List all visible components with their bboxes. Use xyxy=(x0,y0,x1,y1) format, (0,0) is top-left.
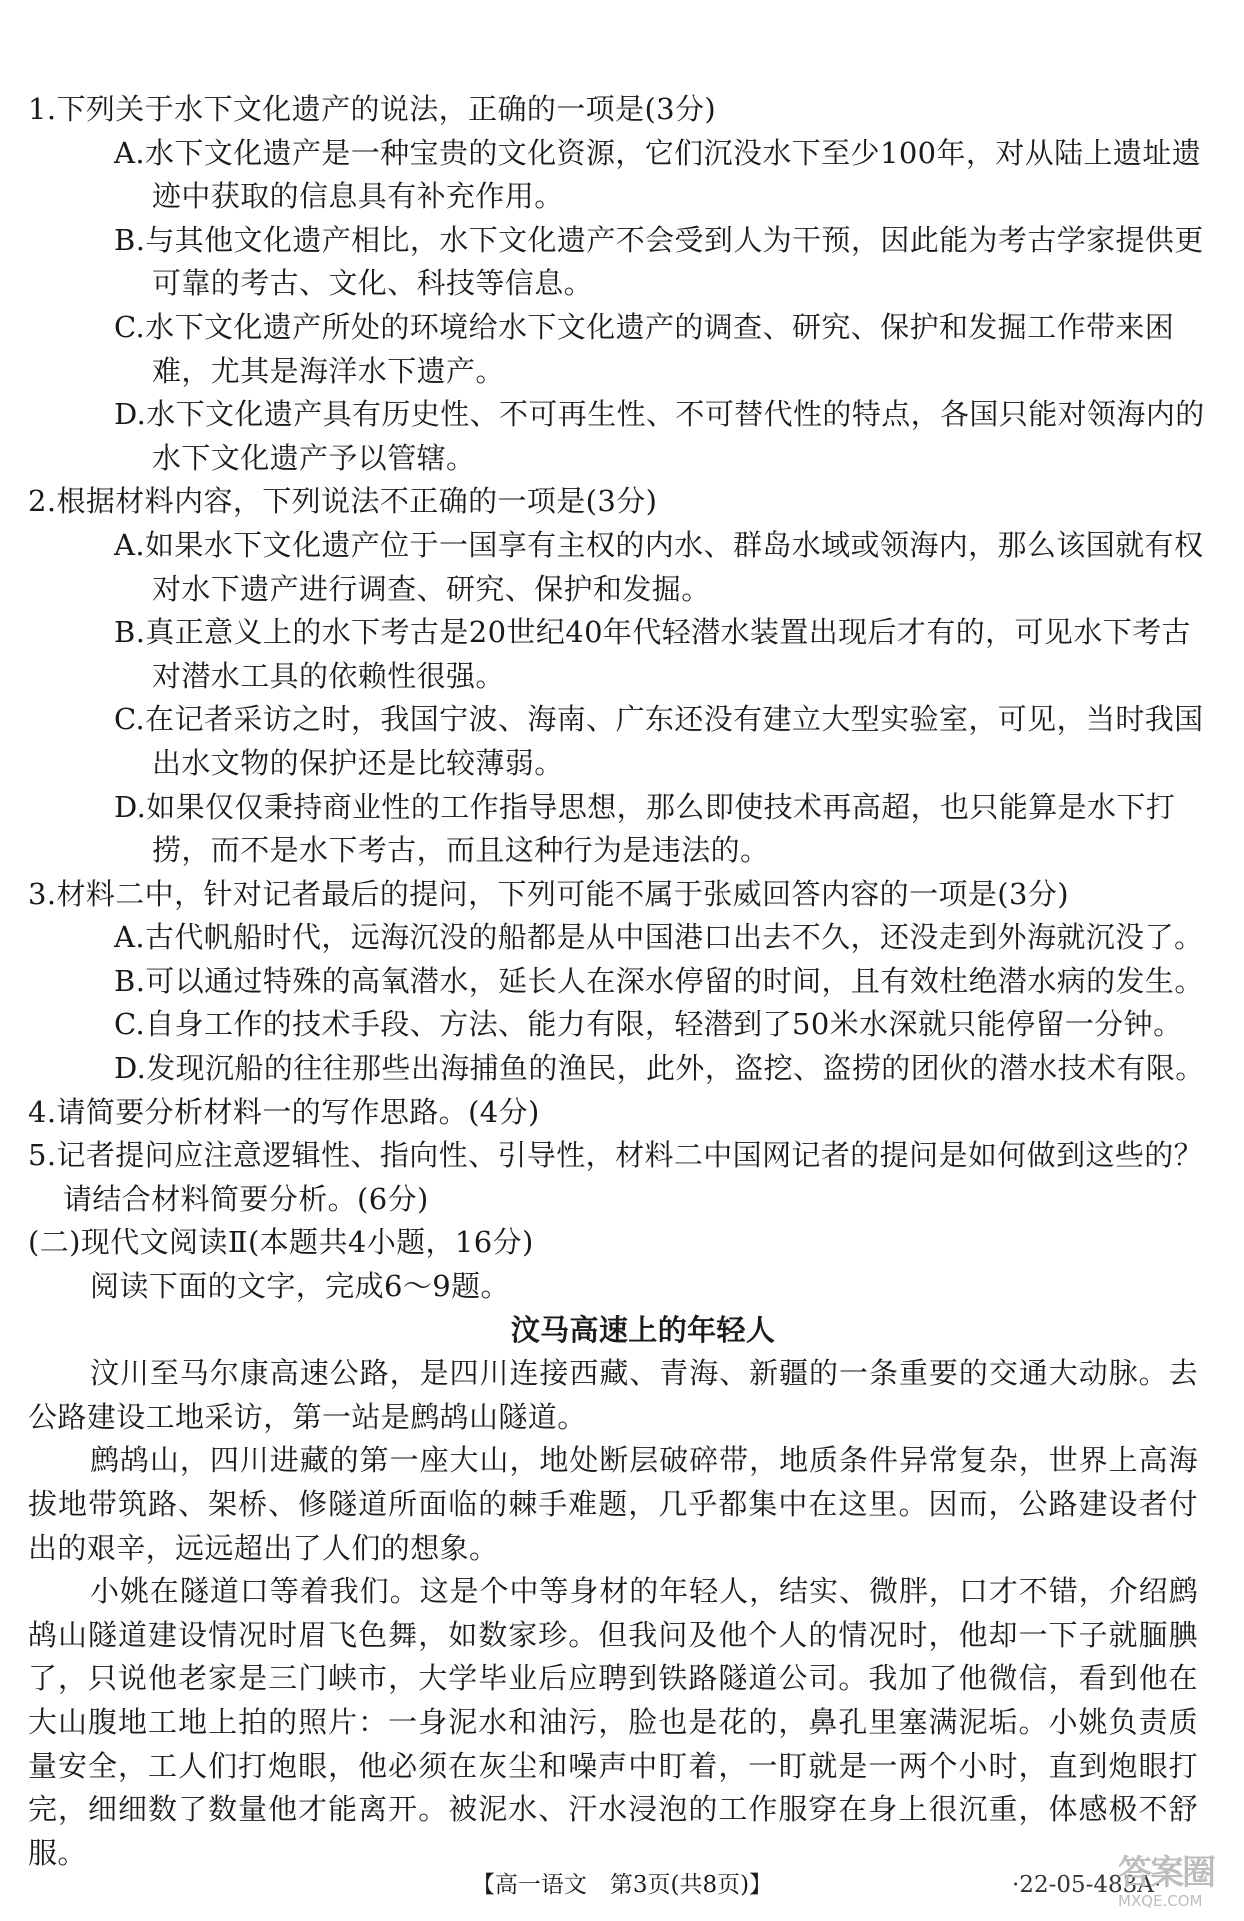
article-paragraph: 汶川至马尔康高速公路，是四川连接西藏、青海、新疆的一条重要的交通大动脉。去公路建设工地采访，第一站是鹧鸪山隧道。 xyxy=(28,1356,1198,1434)
question-stem: 2.根据材料内容，下列说法不正确的一项是(3分) xyxy=(28,484,658,519)
answer-option: C.水下文化遗产所处的环境给水下文化遗产的调查、研究、保护和发掘工作带来困难，尤其是海洋水下遗产。 xyxy=(114,309,1175,388)
answer-option: C.在记者采访之时，我国宁波、海南、广东还没有建立大型实验室，可见，当时我国出水文物的保护还是比较薄弱。 xyxy=(114,702,1204,780)
answer-option: D.水下文化遗产具有历史性、不可再生性、不可替代性的特点，各国只能对领海内的水下文化遗产予以管辖。 xyxy=(114,397,1205,475)
page-number-label: 【高一语文 第3页(共8页)】 xyxy=(471,1872,773,1898)
question-stem: 3.材料二中，针对记者最后的提问，下列可能不属于张威回答内容的一项是(3分) xyxy=(28,876,1069,911)
answer-option: D.发现沉船的往往那些出海捕鱼的渔民，此外，盗挖、盗捞的团伙的潜水技术有限。 xyxy=(114,1051,1205,1086)
paper-code: ·22-05-483A· xyxy=(1012,1872,1162,1898)
answer-option: A.古代帆船时代，远海沉没的船都是从中国港口出去不久，还没走到外海就沉没了。 xyxy=(114,920,1204,955)
article-title: 汶马高速上的年轻人 xyxy=(510,1312,776,1347)
answer-option: B.可以通过特殊的高氧潜水，延长人在深水停留的时间，且有效杜绝潜水病的发生。 xyxy=(114,963,1204,998)
watermark-logo xyxy=(1118,1854,1236,1914)
question-stem: 5.记者提问应注意逻辑性、指向性、引导性，材料二中国网记者的提问是如何做到这些的？请结合材料简要分析。(6分) xyxy=(28,1138,1204,1216)
answer-option: B.与其他文化遗产相比，水下文化遗产不会受到人为干预，因此能为考古学家提供更可靠的考古、文化、科技等信息。 xyxy=(114,222,1204,301)
watermark-site: MXQE.COM xyxy=(1118,1892,1203,1910)
article-paragraph: 小姚在隧道口等着我们。这是个中等身材的年轻人，结实、微胖，口才不错，介绍鹧鸪山隧道建设情况时眉飞色舞，如数家珍。但我问及他个人的情况时，他却一下子就腼腆了，只说他老家是三门峡市，大学毕业后应聘到铁路隧道公司。我加了他微信，看到他在大山腹地工地上拍的照片：一身泥水和油污，脸也是花的，鼻孔里塞满泥垢。小姚负责质量安全，工人们打炮眼，他必须在灰尘和噪声中盯着，一盯就是一两个小时，直到炮眼打完，细细数了数量他才能离开。被泥水、汗水浸泡的工作服穿在身上很沉重，体感极不舒服。 xyxy=(28,1574,1198,1870)
watermark-logo-text: 答案圈 xyxy=(1118,1853,1214,1893)
answer-option: C.自身工作的技术手段、方法、能力有限，轻潜到了50米水深就只能停留一分钟。 xyxy=(114,1007,1183,1042)
answer-option: B.真正意义上的水下考古是20世纪40年代轻潜水装置出现后才有的，可见水下考古对潜水工具的依赖性很强。 xyxy=(114,615,1191,693)
section-instruction: 阅读下面的文字，完成6～9题。 xyxy=(90,1269,510,1304)
article-paragraph: 鹧鸪山，四川进藏的第一座大山，地处断层破碎带，地质条件异常复杂，世界上高海拔地带筑路、架桥、修隧道所面临的棘手难题，几乎都集中在这里。因而，公路建设者付出的艰辛，远远超出了人们的想象。 xyxy=(28,1443,1198,1565)
exam-content xyxy=(28,88,1208,1875)
answer-option: A.水下文化遗产是一种宝贵的文化资源，它们沉没水下至少100年，对从陆上遗址遗迹中获取的信息具有补充作用。 xyxy=(114,135,1202,214)
article-body xyxy=(28,1352,1208,1875)
section-header: (二)现代文阅读Ⅱ(本题共4小题，16分) xyxy=(28,1225,534,1260)
answer-option: D.如果仅仅秉持商业性的工作指导思想，那么即使技术再高超，也只能算是水下打捞，而不是水下考古，而且这种行为是违法的。 xyxy=(114,789,1176,868)
question-stem: 1.下列关于水下文化遗产的说法，正确的一项是(3分) xyxy=(28,92,717,126)
answer-option: A.如果水下文化遗产位于一国享有主权的内水、群岛水域或领海内，那么该国就有权对水下遗产进行调查、研究、保护和发掘。 xyxy=(114,527,1204,606)
question-list xyxy=(28,88,1208,1221)
question-stem: 4.请简要分析材料一的写作思路。(4分) xyxy=(28,1094,540,1129)
